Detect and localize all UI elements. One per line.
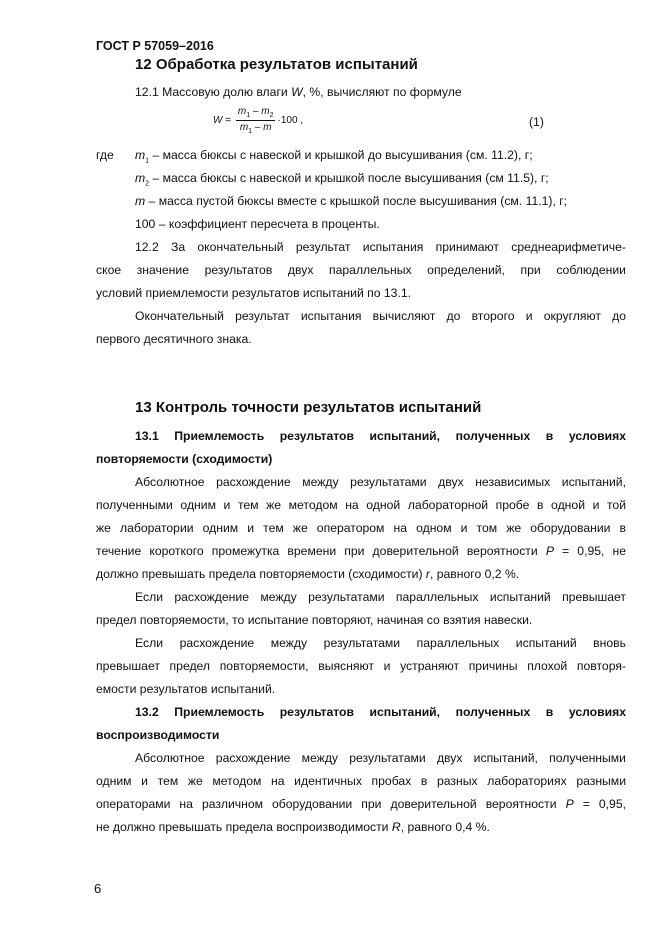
subsection-13-1-heading-line-1: 13.1 Приемлемость результатов испытаний, полученных в условиях (135, 429, 626, 443)
subsection-13-1-heading-line-2: повторяемости (сходимости) (96, 452, 273, 466)
paragraph-13-1-c-line-1: Если расхождение между результатами параллельных испытаний вновь (135, 636, 626, 650)
paragraph-13-1-a-line-1: Абсолютное расхождение между результатами двух независимых испытаний, (135, 475, 626, 489)
paragraph-12-2-line-2: ское значение результатов двух параллельных определений, при соблюдении (96, 263, 626, 277)
where-item-m1: $m_1$ – масса бюксы с навеской и крышкой до высушивания (см. 11.2), г; (135, 148, 533, 165)
where-item-m2: $m_2$ – масса бюксы с навеской и крышкой после высушивания (см 11.5), г; (135, 171, 549, 188)
paragraph-12-2-line-3: условий приемлемости результатов испытаний по 13.1. (96, 286, 412, 300)
page-number: 6 (94, 881, 102, 896)
subsection-13-2-heading-line-2: воспроизводимости (96, 728, 220, 742)
paragraph-13-1-c-line-2: превышает предел повторяемости, выясняют и устраняют причины плохой повторя- (96, 659, 626, 673)
paragraph-12-1: 12.1 Массовую долю влаги W, %, вычисляют по формуле (135, 85, 462, 99)
formula-number: (1) (529, 115, 544, 129)
paragraph-final-line-2: первого десятичного знака. (96, 332, 252, 346)
where-item-100: 100 – коэффициент пересчета в проценты. (135, 217, 380, 231)
paragraph-final-line-1: Окончательный результат испытания вычисляют до второго и округляют до (135, 309, 626, 323)
paragraph-13-1-c-line-3: емости результатов испытаний. (96, 682, 276, 696)
formula-fraction: $\frac{m_1 - m_2}{m_1 - m}$ (237, 106, 274, 135)
paragraph-13-1-a-line-2: полученными одним и тем же методом на одной лабораторной пробе в одной и той (96, 498, 626, 512)
paragraph-13-2-line-4: не должно превышать предела воспроизводимости R, равного 0,4 %. (96, 820, 490, 834)
paragraph-13-1-b-line-2: предел повторяемости, то испытание повторяют, начиная со взятия навески. (96, 613, 533, 627)
paragraph-13-1-a-line-5: должно превышать предела повторяемости (сходимости) r, равного 0,2 %. (96, 567, 520, 581)
subsection-13-2-heading-line-1: 13.2 Приемлемость результатов испытаний, полученных в условиях (135, 705, 626, 719)
formula-1: W = $\frac{m_1 - m_2}{m_1 - m}$ ·100 , (213, 106, 304, 135)
paragraph-12-2-line-1: 12.2 За окончательный результат испытания принимают среднеарифметиче- (135, 240, 626, 254)
paragraph-13-2-line-3: операторами на различном оборудовании при доверительной вероятности P = 0,95, (96, 797, 626, 811)
paragraph-13-1-a-line-4: течение короткого промежутка времени при доверительной вероятности P = 0,95, не (96, 544, 627, 558)
paragraph-13-1-b-line-1: Если расхождение между результатами параллельных испытаний превышает (135, 590, 626, 604)
paragraph-13-1-a-line-3: же лаборатории одним и тем же оператором на одном и том же оборудовании в (96, 521, 626, 535)
document-code: ГОСТ Р 57059–2016 (96, 39, 214, 53)
paragraph-13-2-line-1: Абсолютное расхождение между результатами двух испытаний, полученными (135, 751, 626, 765)
section-12-title: 12 Обработка результатов испытаний (135, 56, 418, 73)
paragraph-13-2-line-2: одним и тем же методом на идентичных пробах в разных лабораториях разными (96, 774, 626, 788)
where-item-m: m – масса пустой бюксы вместе с крышкой после высушивания (см. 11.1), г; (135, 194, 568, 208)
where-label: где (96, 148, 114, 162)
section-13-title: 13 Контроль точности результатов испытаний (135, 399, 482, 416)
